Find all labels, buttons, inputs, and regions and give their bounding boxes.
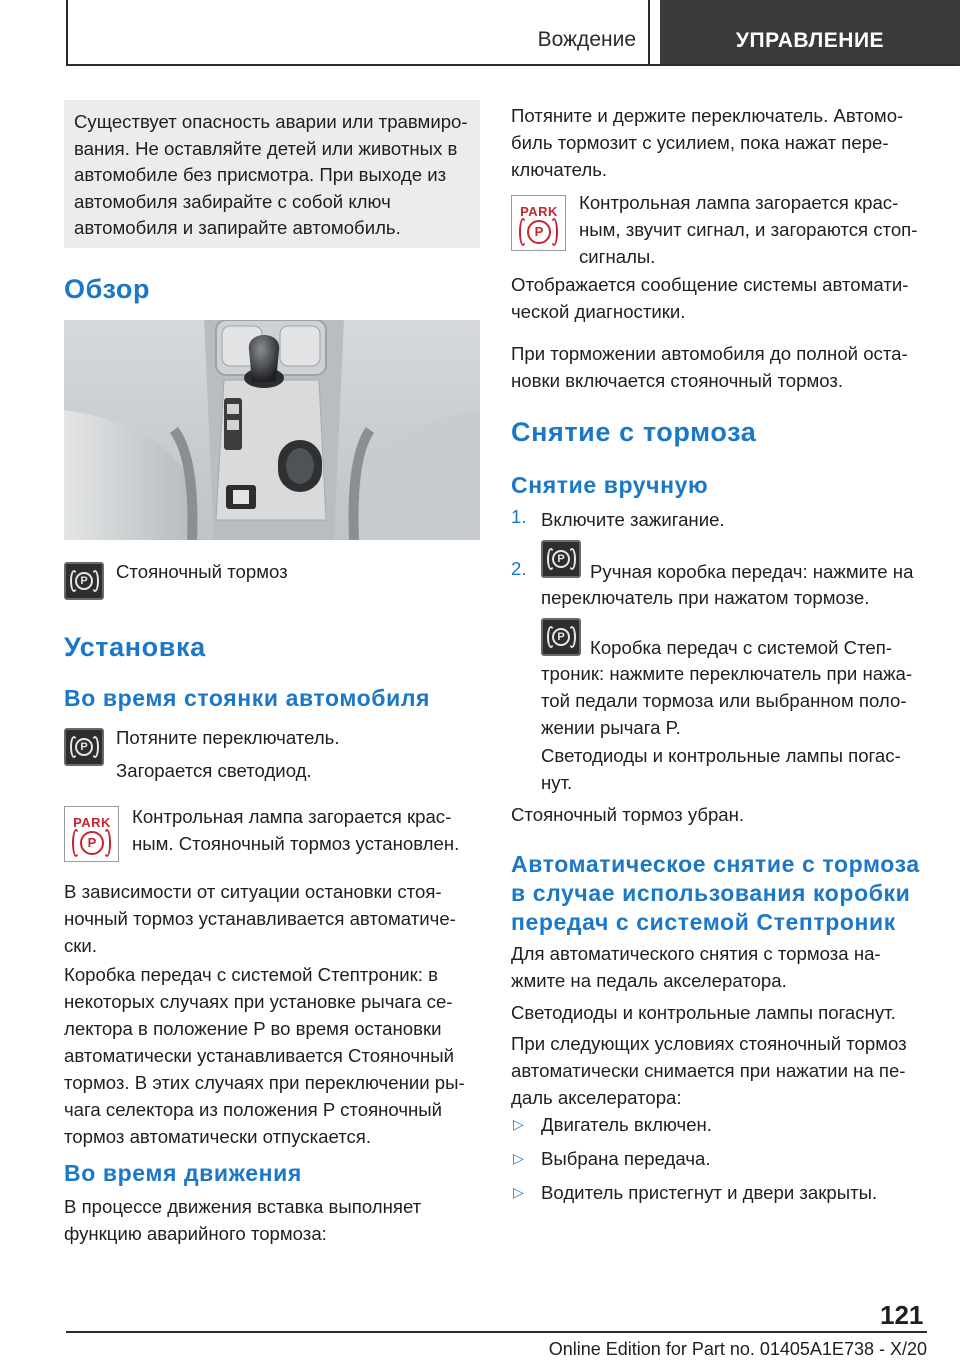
header-left-rule (66, 0, 68, 66)
lamp2-paragraph (579, 189, 931, 270)
conditions-line: даль акселератора: (511, 1087, 682, 1108)
full-stop-line: При торможении автомобиля до полной оста- (511, 343, 908, 364)
console-photo-illustration (64, 320, 480, 540)
conditions-paragraph (511, 1030, 931, 1111)
lamp-line: Контрольная лампа загорается крас- (132, 806, 452, 827)
steptronic-paragraph (64, 961, 484, 1150)
step2b-line: жении рычага P. (541, 717, 681, 738)
parking-brake-switch-icon: P (541, 618, 581, 656)
list-item: Выбрана передача. (541, 1148, 711, 1169)
list-item: Водитель пристегнут и двери закрыты. (541, 1182, 878, 1203)
hold-line: ключатель. (511, 159, 608, 180)
conditions-line: автоматически снимается при нажатии на пе- (511, 1060, 906, 1081)
lamp2-line: сигналы. (579, 246, 656, 267)
release-heading: Снятие с тормоза (511, 417, 757, 447)
manual-release-heading: Снятие вручную (511, 472, 709, 498)
auto-release-heading (511, 850, 941, 937)
parked-heading: Во время стоянки автомобиля (64, 685, 431, 711)
warning-line: автомобиля и запирайте автомобиль. (74, 217, 401, 238)
diag-line: ческой диагностики. (511, 301, 686, 322)
auto-line: ночный тормоз устанавливается автоматиче- (64, 908, 456, 929)
driving-line: функцию аварийного тормоза: (64, 1223, 327, 1244)
header-chapter-tab: УПРАВЛЕНИЕ (660, 0, 960, 66)
step2b-line: той педали тормоза или выбранном поло- (541, 690, 907, 711)
step-text: переключатель при нажатом тормозе. (541, 587, 870, 608)
footer-edition: Online Edition for Part no. 01405A1E738 - X/20 (548, 1339, 927, 1359)
step-number: 2. (511, 558, 527, 579)
steptronic-line: тормоз. В этих случаях при переключении ры- (64, 1072, 465, 1093)
steptronic-line: лектора в положение P во время остановки (64, 1018, 442, 1039)
diag-paragraph (511, 271, 931, 325)
footer-rule (66, 1331, 927, 1333)
hold-line: Потяните и держите переключатель. Автомо- (511, 105, 904, 126)
steptronic-line: тормоз автоматически отпускается. (64, 1126, 372, 1147)
led-on-text: Загорается светодиод. (116, 760, 312, 781)
warning-box (64, 100, 480, 248)
parking-brake-switch-icon: P (64, 728, 104, 766)
hold-paragraph (511, 102, 931, 183)
header-rule (66, 64, 959, 66)
driving-heading: Во время движения (64, 1160, 302, 1186)
install-heading: Установка (64, 632, 206, 662)
steptronic-line: Коробка передач с системой Стептроник: в (64, 964, 438, 985)
warning-line: вания. Не оставляйте детей или животных в (74, 137, 458, 159)
leds-off-line: Светодиоды и контрольные лампы погас- (541, 745, 901, 766)
driving-paragraph (64, 1193, 484, 1247)
console-photo (64, 320, 480, 540)
warning-line: автомобиле без присмотра. При выходе из (74, 164, 447, 185)
full-stop-paragraph (511, 340, 931, 394)
bullet-triangle-icon: ▷ (513, 1184, 524, 1200)
park-warning-lamp-icon: PARK P (511, 195, 566, 251)
lamp-paragraph (132, 803, 480, 857)
page-number: 121 (880, 1300, 924, 1330)
step2b-paragraph (541, 660, 933, 741)
conditions-line: При следующих условиях стояночный тормоз (511, 1033, 907, 1054)
auto-release-heading-line: передач с системой Стептроник (511, 909, 896, 935)
warning-line: Существует опасность аварии или травмиро- (74, 111, 468, 132)
auto-release-line: жмите на педаль акселератора. (511, 970, 787, 991)
overview-heading: Обзор (64, 274, 151, 304)
park-warning-lamp-icon: PARK P (64, 806, 119, 862)
parking-brake-switch-icon: P (541, 540, 581, 578)
bullet-triangle-icon: ▷ (513, 1116, 524, 1132)
step-number: 1. (511, 506, 527, 527)
auto-release-line: Для автоматического снятия с тормоза на- (511, 943, 881, 964)
header-section-title: Вождение (537, 28, 636, 51)
step-text: Ручная коробка передач: нажмите на (590, 561, 914, 582)
lamp2-line: Контрольная лампа загорается крас- (579, 192, 899, 213)
bullet-triangle-icon: ▷ (513, 1150, 524, 1166)
lamp-line: ным. Стояночный тормоз установлен. (132, 833, 460, 854)
pull-switch-text: Потяните переключатель. (116, 727, 340, 748)
hold-line: биль тормозит с усилием, пока нажат пере- (511, 132, 889, 153)
auto-line: ски. (64, 935, 97, 956)
step2b-line: троник: нажмите переключатель при нажа- (541, 663, 913, 684)
steptronic-line: некоторых случаях при установке рычага се- (64, 991, 453, 1012)
driving-line: В процессе движения вставка выполняет (64, 1196, 422, 1217)
diag-line: Отображается сообщение системы автомати- (511, 274, 909, 295)
list-item: Двигатель включен. (541, 1114, 712, 1135)
parking-brake-icon: P (64, 562, 104, 600)
leds-off-line: нут. (541, 772, 573, 793)
released-text: Стояночный тормоз убран. (511, 804, 745, 825)
auto-release-heading-line: в случае использования коробки (511, 880, 911, 906)
auto-apply-paragraph (64, 878, 484, 959)
warning-line: автомобиля забирайте с собой ключ (74, 190, 391, 212)
auto-release-heading-line: Автоматическое снятие с тормоза (511, 851, 920, 877)
step-text: Коробка передач с системой Степ- (590, 637, 892, 658)
leds-off2-text: Светодиоды и контрольные лампы погаснут. (511, 1002, 896, 1023)
lamp2-line: ным, звучит сигнал, и загораются стоп- (579, 219, 918, 240)
full-stop-line: новки включается стояночный тормоз. (511, 370, 844, 391)
leds-off-paragraph (541, 742, 933, 796)
parking-brake-caption: Стояночный тормоз (116, 561, 288, 582)
header-separator (648, 0, 650, 66)
auto-release-paragraph (511, 940, 931, 994)
auto-line: В зависимости от ситуации остановки стоя- (64, 881, 442, 902)
step-text: Включите зажигание. (541, 509, 725, 530)
steptronic-line: автоматически устанавливается Стояночный (64, 1045, 455, 1066)
steptronic-line: чага селектора из положения P стояночный (64, 1099, 443, 1120)
